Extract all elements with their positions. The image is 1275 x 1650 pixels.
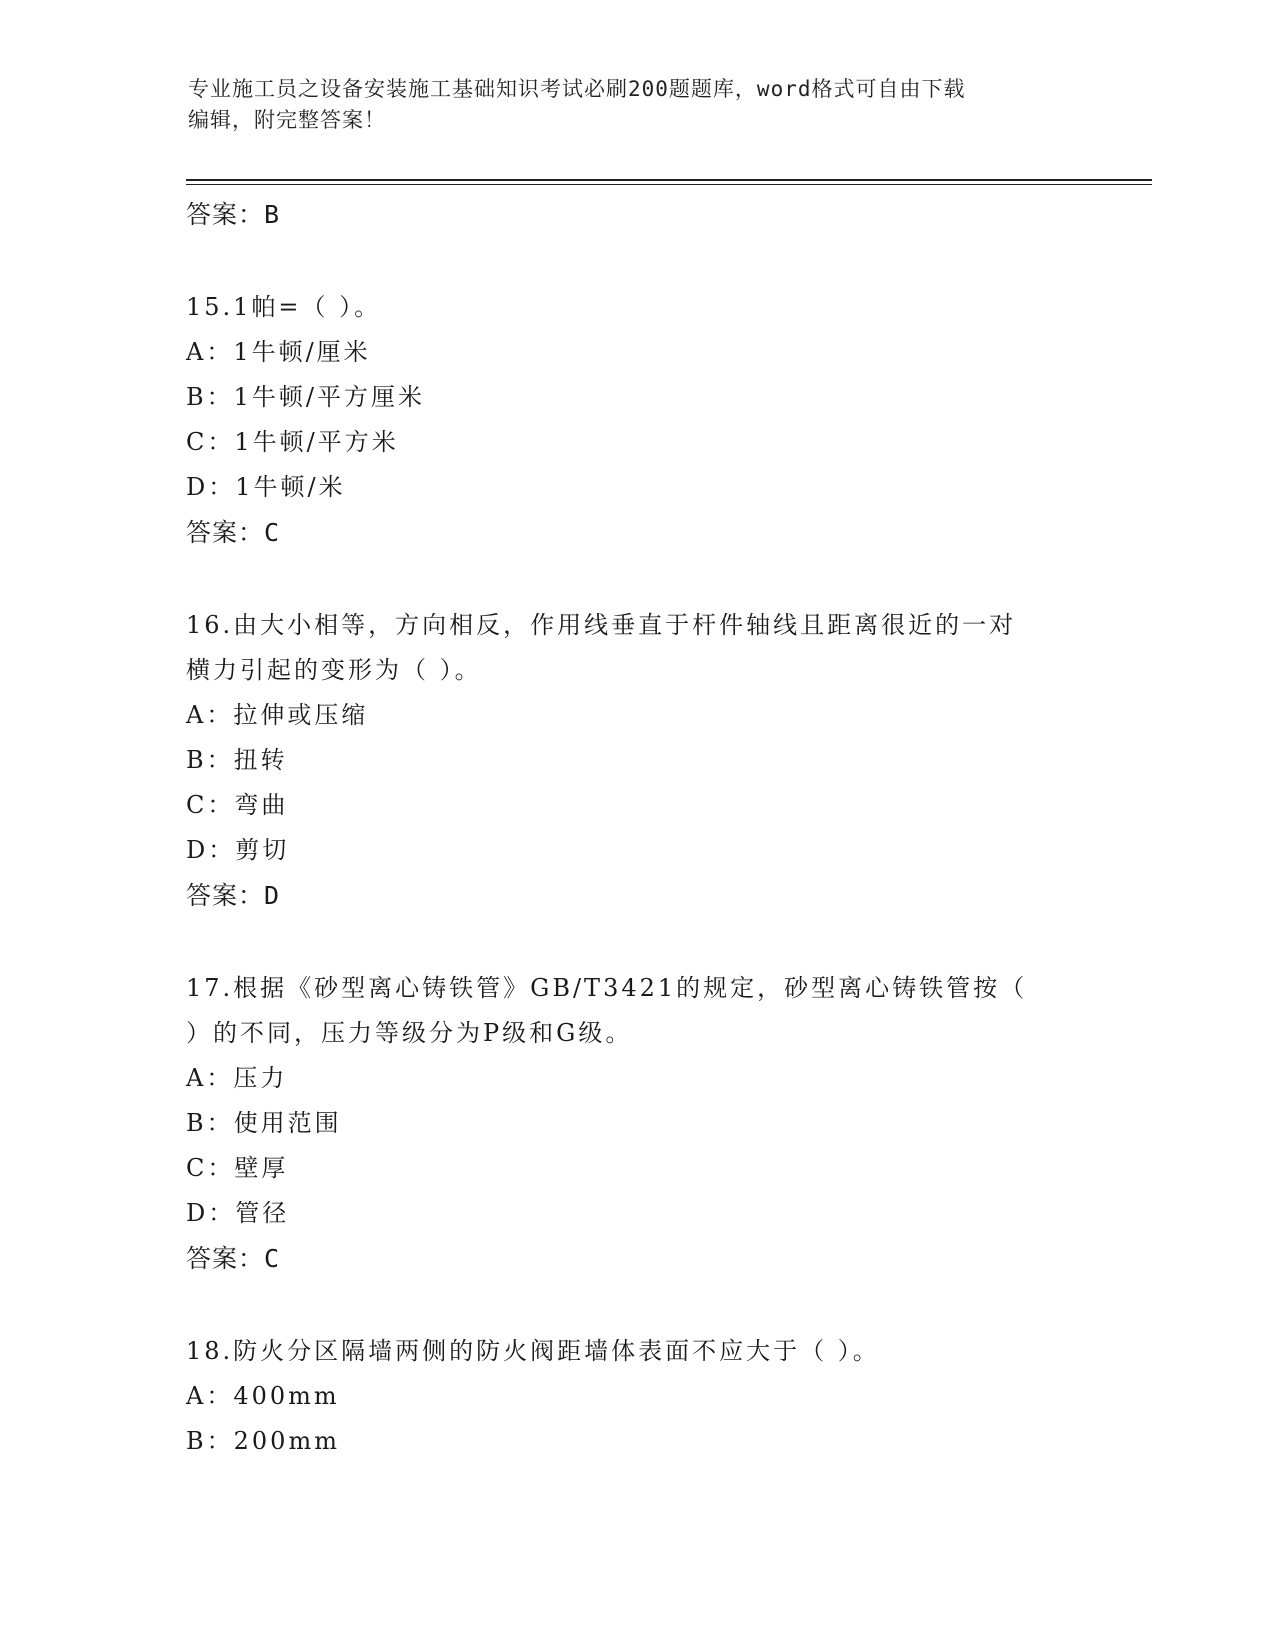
question-list <box>186 192 1146 1464</box>
document-header <box>188 74 1088 136</box>
question-17 <box>186 966 1146 1282</box>
question-stem: 16.由大小相等，方向相反，作用线垂直于杆件轴线且距离很近的一对 <box>186 611 1017 639</box>
option-b: B：扭转 <box>186 746 288 774</box>
answer-line: 答案：C <box>186 518 281 547</box>
option-c: C：弯曲 <box>186 791 289 819</box>
option-a: A：拉伸或压缩 <box>186 701 369 729</box>
option-c: C：1牛顿/平方米 <box>186 428 399 456</box>
question-15 <box>186 285 1146 556</box>
header-line-2: 编辑，附完整答案！ <box>188 108 386 132</box>
answer-line: 答案：C <box>186 1244 281 1273</box>
question-stem: 15.1帕=（ ）。 <box>186 293 382 321</box>
question-18 <box>186 1329 1146 1464</box>
option-a: A：压力 <box>186 1064 288 1092</box>
question-stem-continued: 横力引起的变形为（ ）。 <box>186 656 482 684</box>
option-d: D：管径 <box>186 1199 290 1227</box>
option-b: B：200mm <box>186 1427 340 1455</box>
option-d: D：1牛顿/米 <box>186 473 346 501</box>
question-stem: 18.防火分区隔墙两侧的防火阀距墙体表面不应大于（ ）。 <box>186 1337 880 1365</box>
header-line-1: 专业施工员之设备安装施工基础知识考试必刷200题题库，word格式可自由下载 <box>188 77 966 101</box>
answer-line: 答案：D <box>186 881 281 910</box>
header-divider <box>186 179 1152 181</box>
question-16 <box>186 603 1146 919</box>
option-d: D：剪切 <box>186 836 290 864</box>
option-a: A：1牛顿/厘米 <box>186 338 371 366</box>
option-b: B：使用范围 <box>186 1109 342 1137</box>
option-b: B：1牛顿/平方厘米 <box>186 383 425 411</box>
option-a: A：400mm <box>186 1382 340 1410</box>
question-stem: 17.根据《砂型离心铸铁管》GB/T3421的规定，砂型离心铸铁管按（ <box>186 974 1028 1002</box>
option-c: C：壁厚 <box>186 1154 289 1182</box>
answer-line: 答案：B <box>186 200 281 229</box>
question-stem-continued: ）的不同，压力等级分为P级和G级。 <box>186 1019 633 1047</box>
header-divider-thin <box>186 184 1152 185</box>
